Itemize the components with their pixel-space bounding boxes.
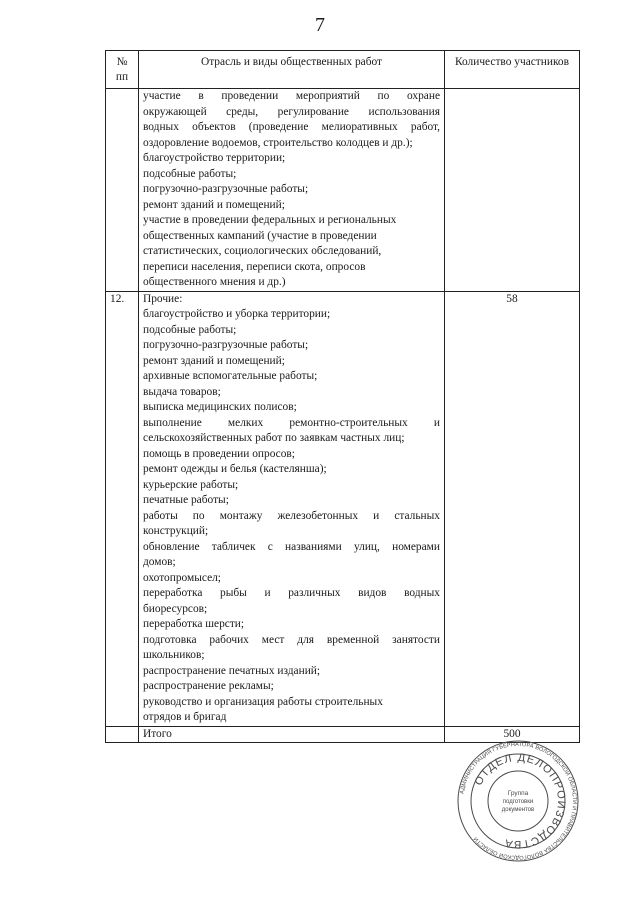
header-participants: Количество участников bbox=[445, 51, 580, 89]
work-type-line: участие в проведении федеральных и региональных bbox=[143, 214, 397, 226]
work-type-line: переработка рыбы и различных видов водных bbox=[143, 587, 440, 599]
work-type-line: выполнение мелких ремонтно-строительных и bbox=[143, 416, 440, 429]
participants-count bbox=[445, 89, 580, 292]
work-type-line: переписи населения, переписи скота, опросов bbox=[143, 260, 366, 273]
work-type-line: обновление табличек с названиями улиц, номерами bbox=[143, 540, 440, 553]
work-type-line: подсобные работы; bbox=[143, 167, 237, 180]
row-number bbox=[106, 89, 139, 292]
table-row-continued bbox=[106, 89, 580, 292]
work-type-line: благоустройство и уборка территории; bbox=[143, 308, 331, 320]
work-type-line: выписка медицинских полисов; bbox=[143, 401, 297, 413]
total-num-cell bbox=[106, 726, 139, 743]
header-sector: Отрасль и виды общественных работ bbox=[139, 51, 445, 89]
public-works-table bbox=[105, 50, 580, 743]
work-type-line: школьников; bbox=[143, 649, 205, 661]
work-type-line: погрузочно-разгрузочные работы; bbox=[143, 183, 309, 195]
work-type-line: благоустройство территории; bbox=[143, 152, 286, 164]
total-count: 500 bbox=[445, 726, 580, 743]
work-type-line: участие в проведении мероприятий по охране bbox=[143, 90, 440, 102]
work-type-line: общественных кампаний (участие в проведении bbox=[143, 229, 377, 242]
work-type-line: статистических, социологических обследований, bbox=[143, 245, 382, 257]
work-type-line: подсобные работы; bbox=[143, 323, 237, 336]
work-type-line: ремонт зданий и помещений; bbox=[143, 354, 285, 367]
work-type-line: руководство и организация работы строительных bbox=[143, 695, 383, 708]
work-type-line: сельскохозяйственных работ по заявкам частных лиц; bbox=[143, 432, 405, 444]
participants-count: 58 bbox=[445, 291, 580, 726]
page-number: 7 bbox=[315, 14, 325, 36]
work-type-line: конструкций; bbox=[143, 525, 209, 537]
office-stamp bbox=[457, 740, 579, 862]
work-type-line: Прочие: bbox=[143, 292, 183, 305]
work-type-line: оздоровление водоемов, строительство колодцев и др.); bbox=[143, 136, 413, 149]
work-type-line: общественного мнения и др.) bbox=[143, 276, 286, 288]
work-type-line: ремонт одежды и белья (кастелянша); bbox=[143, 463, 327, 475]
work-types-list bbox=[143, 89, 440, 291]
total-label: Итого bbox=[139, 726, 445, 743]
stamp-center-line: Группа bbox=[507, 790, 529, 797]
work-type-line: курьерские работы; bbox=[143, 478, 239, 491]
table-header-row bbox=[106, 51, 580, 89]
work-type-line: водных объектов (проведение мелиоративных работ, bbox=[143, 121, 440, 133]
work-type-line: печатные работы; bbox=[143, 494, 229, 506]
stamp-center-line: документов bbox=[501, 807, 535, 813]
header-num bbox=[106, 51, 139, 89]
table-row-12 bbox=[106, 291, 580, 726]
stamp-inner-text: ОТДЕЛ ДЕЛОПРОИЗВОДСТВА bbox=[472, 751, 568, 851]
work-type-line: подготовка рабочих мест для временной занятости bbox=[143, 633, 440, 646]
work-type-line: распространение рекламы; bbox=[143, 680, 274, 692]
work-type-line: переработка шерсти; bbox=[143, 618, 245, 630]
stamp-center-line: подготовки bbox=[502, 799, 534, 805]
work-type-line: выдача товаров; bbox=[143, 385, 221, 398]
work-type-line: помощь в проведении опросов; bbox=[143, 447, 295, 460]
work-type-line: домов; bbox=[143, 556, 176, 568]
work-type-line: распространение печатных изданий; bbox=[143, 664, 321, 677]
row-number: 12. bbox=[106, 291, 139, 726]
work-type-line: отрядов и бригад bbox=[143, 711, 227, 723]
work-types-cell bbox=[139, 291, 445, 726]
work-type-line: охотопромысел; bbox=[143, 571, 221, 584]
work-type-line: окружающей среды, регулирование использования bbox=[143, 105, 440, 118]
work-types-list bbox=[143, 292, 440, 726]
work-type-line: архивные вспомогательные работы; bbox=[143, 370, 318, 382]
work-type-line: работы по монтажу железобетонных и стальных bbox=[143, 509, 440, 522]
stamp-outer-text: АДМИНИСТРАЦИЯ ГУБЕРНАТОРА ВОЛОГОДСКОЙ ОБЛАСТИ И ПРАВИТЕЛЬСТВА ВОЛОГОДСКОЙ ОБЛАСТИ bbox=[459, 741, 578, 861]
work-type-line: погрузочно-разгрузочные работы; bbox=[143, 339, 309, 351]
work-types-cell bbox=[139, 89, 445, 292]
header-num-label: № пп bbox=[115, 56, 129, 83]
work-type-line: ремонт зданий и помещений; bbox=[143, 198, 285, 211]
work-type-line: биоресурсов; bbox=[143, 602, 208, 615]
